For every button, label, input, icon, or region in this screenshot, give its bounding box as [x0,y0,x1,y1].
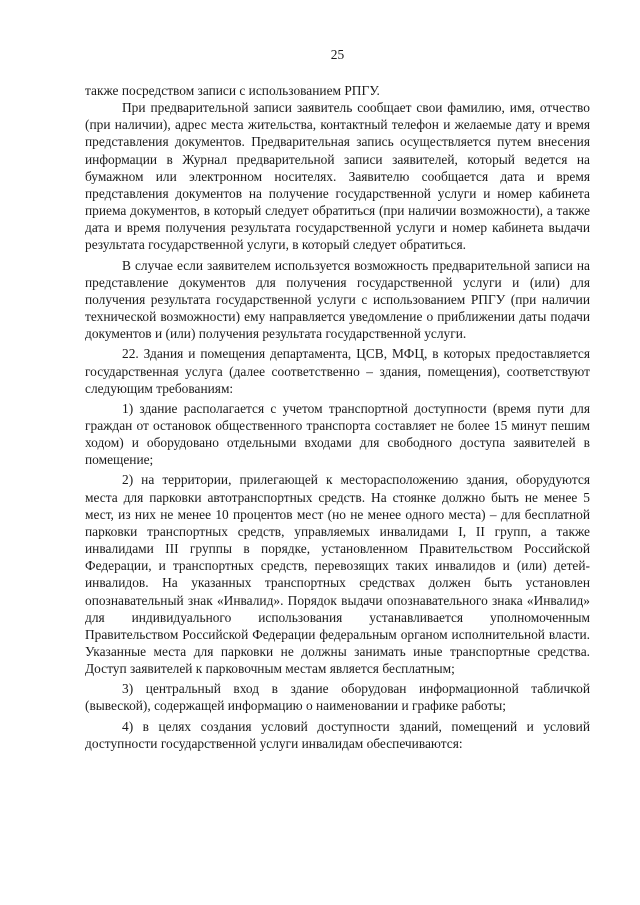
paragraph-section-22: 22. Здания и помещения департамента, ЦСВ, МФЦ, в которых предоставляется государственная услуга (далее соответственно – здания, помещения), соответствуют следующим требованиям: [85,346,590,396]
paragraph-rpgu-notification: В случае если заявителем используется возможность предварительной записи на представление документов для получения государственной услуги и (или) для получения результата государственной услуги с использованием РПГУ (при наличии технической возможности) ему направляется уведомление о приближении даты подачи документов и (или) получения результата государственной услуги. [85,257,590,342]
list-item-1-transport: 1) здание располагается с учетом транспортной доступности (время пути для граждан от остановок общественного транспорта составляет не более 15 минут пешим ходом) и оборудовано отдельными входами для свободного доступа заявителей в помещение; [85,400,590,468]
list-item-3-entrance: 3) центральный вход в здание оборудован информационной табличкой (вывеской), содержащей информацию о наименовании и графике работы; [85,681,590,714]
paragraph-continuation: также посредством записи с использованием РПГУ. [85,83,380,98]
page-number: 25 [330,47,345,62]
list-item-2-parking: 2) на территории, прилегающей к месторасположению здания, оборудуются места для парковки автотранспортных средств. На стоянке должно быть не менее 5 мест, из них не менее 10 процентов мест (но не менее одного места) – для бесплатной парковки транспортных средств, управляемых инвалидами I, II групп, а также инвалидами III группы в порядке, установленном Правительством Российской Федерации, и транспортных средств, перевозящих таких инвалидов и (или) детей-инвалидов. На указанных транспортных средствах должен быть установлен опознавательный знак «Инвалид». Порядок выдачи опознавательного знака «Инвалид» для индивидуального использования устанавливается уполномоченным Правительством Российской Федерации федеральным органом исполнительной власти. Указанные места для парковки не должны занимать иные транспортные средства. Доступ заявителей к парковочным местам является бесплатным; [85,472,590,677]
list-item-4-accessibility: 4) в целях создания условий доступности зданий, помещений и условий доступности государственной услуги инвалидам обеспечиваются: [85,718,590,751]
paragraph-preliminary-record: При предварительной записи заявитель сообщает свои фамилию, имя, отчество (при наличии), адрес места жительства, контактный телефон и желаемые дату и время представления документов. Предварительная запись осуществляется путем внесения информации в Журнал предварительной записи заявителей, который ведется на бумажном или электронном носителях. Заявителю сообщается дата и время представления документов на получение государственной услуги и номер кабинета приема документов, в который следует обратиться (при наличии возможности), а также дата и время получения результата государственной услуги и номер кабинета выдачи результата государственной услуги, в который следует обратиться. [85,100,590,253]
